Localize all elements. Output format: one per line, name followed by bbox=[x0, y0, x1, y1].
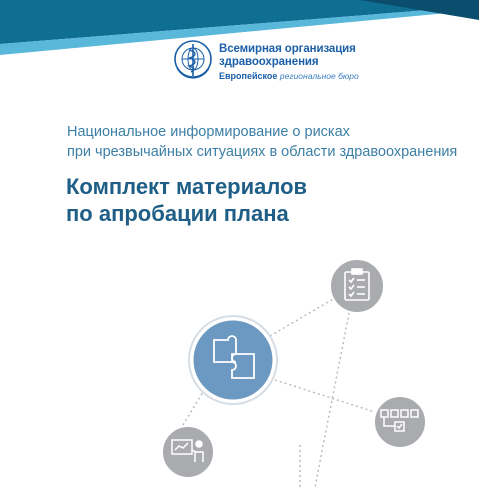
document-title bbox=[66, 173, 466, 227]
presentation-node bbox=[162, 426, 214, 478]
subtitle-line1: Национальное информирование о рисках bbox=[67, 124, 350, 140]
checklist-node bbox=[330, 259, 384, 313]
connector-puzzle-flow bbox=[275, 380, 378, 413]
subtitle-line2: при чрезвычайных ситуациях в области здравоохранения bbox=[67, 144, 458, 160]
org-region bbox=[219, 71, 359, 81]
title-line1: Комплект материалов bbox=[66, 174, 308, 199]
puzzle-node bbox=[189, 316, 277, 404]
org-name-line2: здравоохранения bbox=[219, 56, 319, 68]
org-region-rest: региональное бюро bbox=[279, 71, 359, 81]
who-emblem-icon bbox=[172, 38, 214, 80]
org-name-line1: Всемирная организация bbox=[219, 43, 356, 55]
document-subtitle bbox=[67, 122, 467, 162]
org-region-bold: Европейское bbox=[219, 71, 278, 81]
title-line2: по апробации плана bbox=[66, 201, 289, 226]
connector-vertical bbox=[315, 298, 352, 487]
connector-puzzle-checklist bbox=[270, 298, 335, 336]
network-diagram bbox=[0, 240, 479, 487]
who-logo bbox=[172, 38, 372, 94]
process-flow-node bbox=[374, 396, 426, 448]
